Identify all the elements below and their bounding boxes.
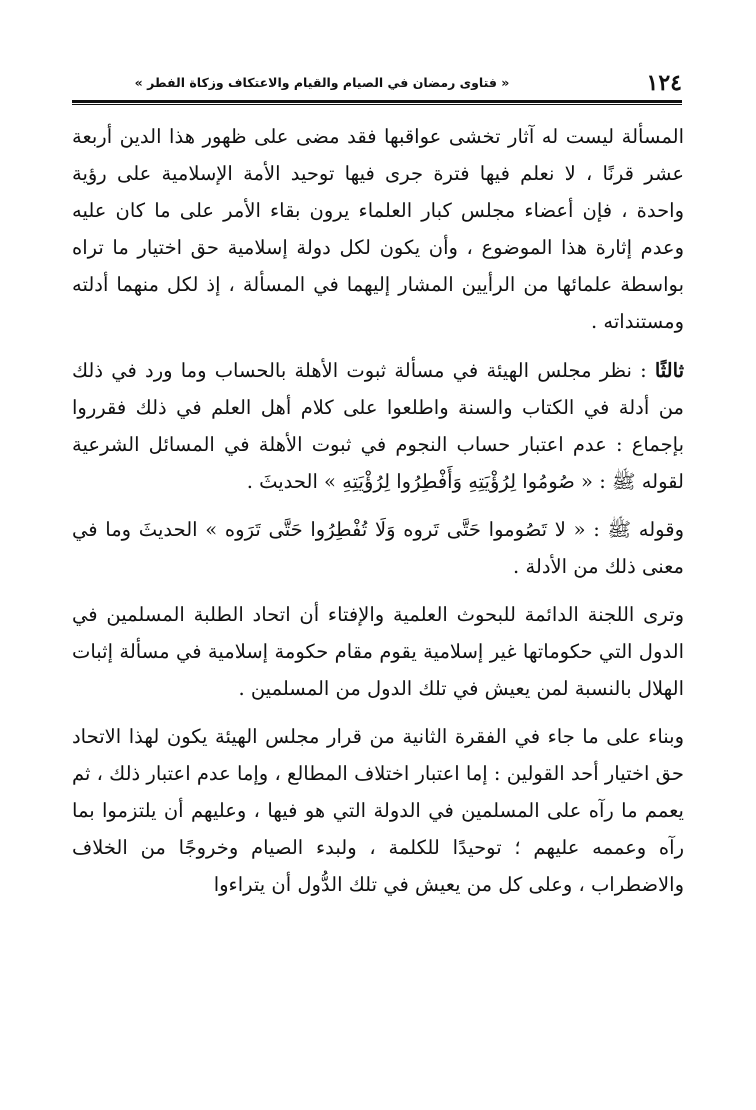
paragraph-2 xyxy=(72,352,684,500)
page-number: ١٢٤ xyxy=(646,70,682,96)
running-title: « فتاوى رمضان في الصيام والقيام والاعتكاف وزكاة الفطر » xyxy=(134,75,510,90)
paragraph-4-text: وترى اللجنة الدائمة للبحوث العلمية والإفتاء أن اتحاد الطلبة المسلمين في الدول التي حكوماتها غير إسلامية يقوم مقام حكومة إسلامية في مسألة إثبات الهلال بالنسبة لمن يعيش في تلك الدول من المسلمين . xyxy=(72,603,684,700)
paragraph-1 xyxy=(72,118,684,340)
paragraph-2-lead: ثالثًا xyxy=(654,359,684,382)
paragraph-1-text: المسألة ليست له آثار تخشى عواقبها فقد مضى على ظهور هذا الدين أربعة عشر قرنًا ، لا نعلم فيها فترة جرى فيها توحيد الأمة الإسلامية على رؤية واحدة ، فإن أعضاء مجلس كبار العلماء يرون بقاء الأمر على ما كان عليه وعدم إثارة هذا الموضوع ، وأن يكون لكل دولة إسلامية حق اختيار ما تراه بواسطة علمائها من الرأيين المشار إليهما في المسألة ، إذ لكل منهما أدلته ومستنداته . xyxy=(72,125,684,333)
page-header xyxy=(72,70,682,96)
page-body xyxy=(72,118,684,914)
header-rule xyxy=(72,100,682,105)
paragraph-3-text: وقوله ﷺ : « لا تَصُوموا حَتَّى تَروه وَلَا تُفْطِرُوا حَتَّى تَرَوه » الحديثَ وما في معنى ذلك من الأدلة . xyxy=(72,518,684,578)
paragraph-4 xyxy=(72,596,684,707)
paragraph-3 xyxy=(72,511,684,585)
paragraph-5 xyxy=(72,718,684,903)
paragraph-5-text: وبناء على ما جاء في الفقرة الثانية من قرار مجلس الهيئة يكون لهذا الاتحاد حق اختيار أحد القولين : إما اعتبار اختلاف المطالع ، وإما عدم اعتبار ذلك ، ثم يعمم ما رآه على المسلمين في الدولة التي هو فيها ، وعليهم أن يلتزموا بما رآه وعممه عليهم ؛ توحيدًا للكلمة ، ولبدء الصيام وخروجًا من الخلاف والاضطراب ، وعلى كل من يعيش في تلك الدُّول أن يتراءوا xyxy=(72,725,684,896)
paragraph-2-text: : نظر مجلس الهيئة في مسألة ثبوت الأهلة بالحساب وما ورد في ذلك من أدلة في الكتاب والسنة واطلعوا على كلام أهل العلم في ذلك فقرروا بإجماع : عدم اعتبار حساب النجوم في ثبوت الأهلة في المسائل الشرعية لقوله ﷺ : « صُومُوا لِرُؤْيَتِهِ وَأَفْطِرُوا لِرُؤْيَتِهِ » الحديثَ . xyxy=(72,359,684,493)
